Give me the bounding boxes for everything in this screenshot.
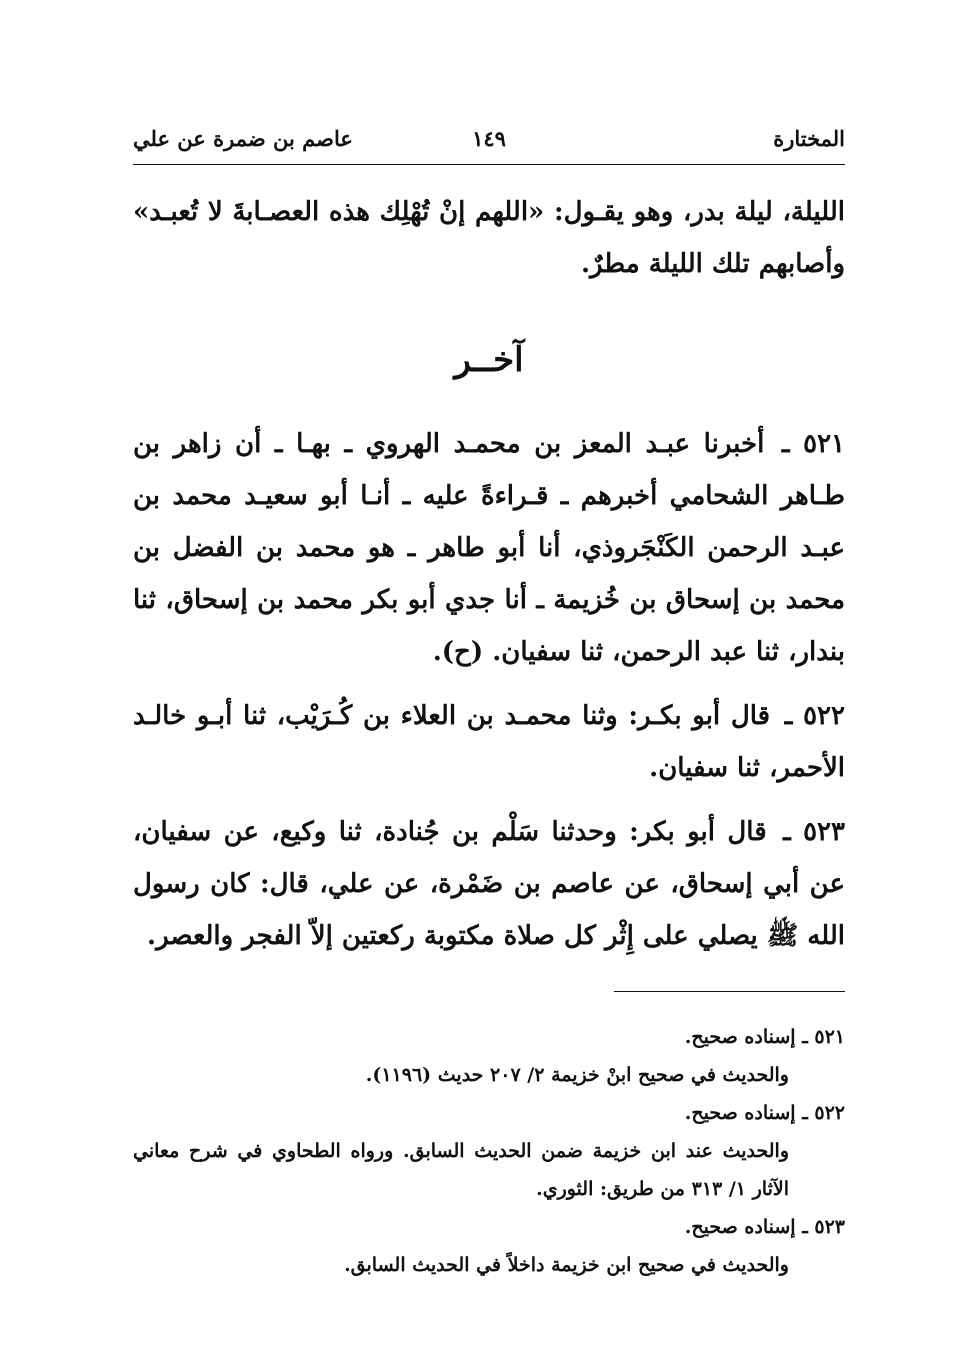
hadith-521 [133,418,845,678]
footnote-523 [133,1208,845,1284]
footnote-body: والحديث في صحيح ابنْ خزيمة ٢/ ٢٠٧ حديث (١١٩٦). [365,1064,789,1086]
chapter-title: عاصم بن ضمرة عن علي [133,126,353,151]
header-divider [133,164,845,165]
hadith-number: ٥٢٣ ـ [783,817,845,847]
footnote-grade: إسناده صحيح. [684,1026,796,1048]
footnote-heading [133,1094,845,1132]
section-title: آخــر [454,340,524,380]
footnote-divider [614,991,845,992]
footnote-grade: إسناده صحيح. [684,1216,796,1238]
footnote-521 [133,1018,845,1094]
continuation-paragraph: الليلة، ليلة بدر، وهو يقـول: «اللهم إنْ تُهْلِك هذه العصـابةَ لا تُعبـد» وأصابهم تلك الليلة مطرٌ. [133,197,845,279]
hadith-522 [133,690,845,794]
footnotes [133,1018,845,1284]
hadith-number: ٥٢٢ ـ [784,701,845,731]
footnote-heading [133,1208,845,1246]
footnote-number: ٥٢٣ ـ [802,1216,845,1238]
hadith-number: ٥٢١ ـ [781,429,846,459]
page-number: ١٤٩ [472,126,506,151]
hadith-text: قال أبو بكـر: وثنا محمـد بن العلاء بن كُـرَيْب، ثنا أبـو خالـد الأحمر، ثنا سفيان. [133,701,845,783]
footnote-number: ٥٢١ ـ [802,1026,845,1048]
footnote-grade: إسناده صحيح. [684,1102,796,1124]
hadith-523 [133,806,845,962]
footnote-522 [133,1094,845,1208]
footnote-number: ٥٢٢ ـ [802,1102,845,1124]
hadith-text: قال أبو بكر: وحدثنا سَلْم بن جُنادة، ثنا وكيع، عن سفيان، عن أبي إسحاق، عن عاصم بن ضَمْرة، عن علي، قال: كان رسول الله ﷺ يصلي على إِثْر كل صلاة مكتوبة ركعتين إلاّ الفجر والعصر. [133,817,845,951]
footnote-heading [133,1018,845,1056]
footnote-body: والحديث في صحيح ابن خزيمة داخلاً في الحديث السابق. [344,1254,789,1276]
running-header [133,124,845,158]
main-text [133,186,845,974]
hadith-text: أخبرنا عبـد المعز بن محمـد الهروي ـ بهـا ـ أن زاهر بن طـاهر الشحامي أخبرهم ـ قـراءةً عليه ـ أنـا أبو سعيـد محمد بن عبـد الرحمن الكَنْجَروذي، أنا أبو طاهر ـ هو محمد بن الفضل بن محمد بن إسحاق بن خُزيمة ـ أنا جدي أبو بكر محمد بن إسحاق، ثنا بندار، ثنا عبد الرحمن، ثنا سفيان. (ح). [133,429,845,667]
footnote-body: والحديث عند ابن خزيمة ضمن الحديث السابق. ورواه الطحاوي في شرح معاني الآثار ١/ ٣١٣ من طريق: الثوري. [133,1140,789,1200]
book-title: المختارة [773,126,845,151]
